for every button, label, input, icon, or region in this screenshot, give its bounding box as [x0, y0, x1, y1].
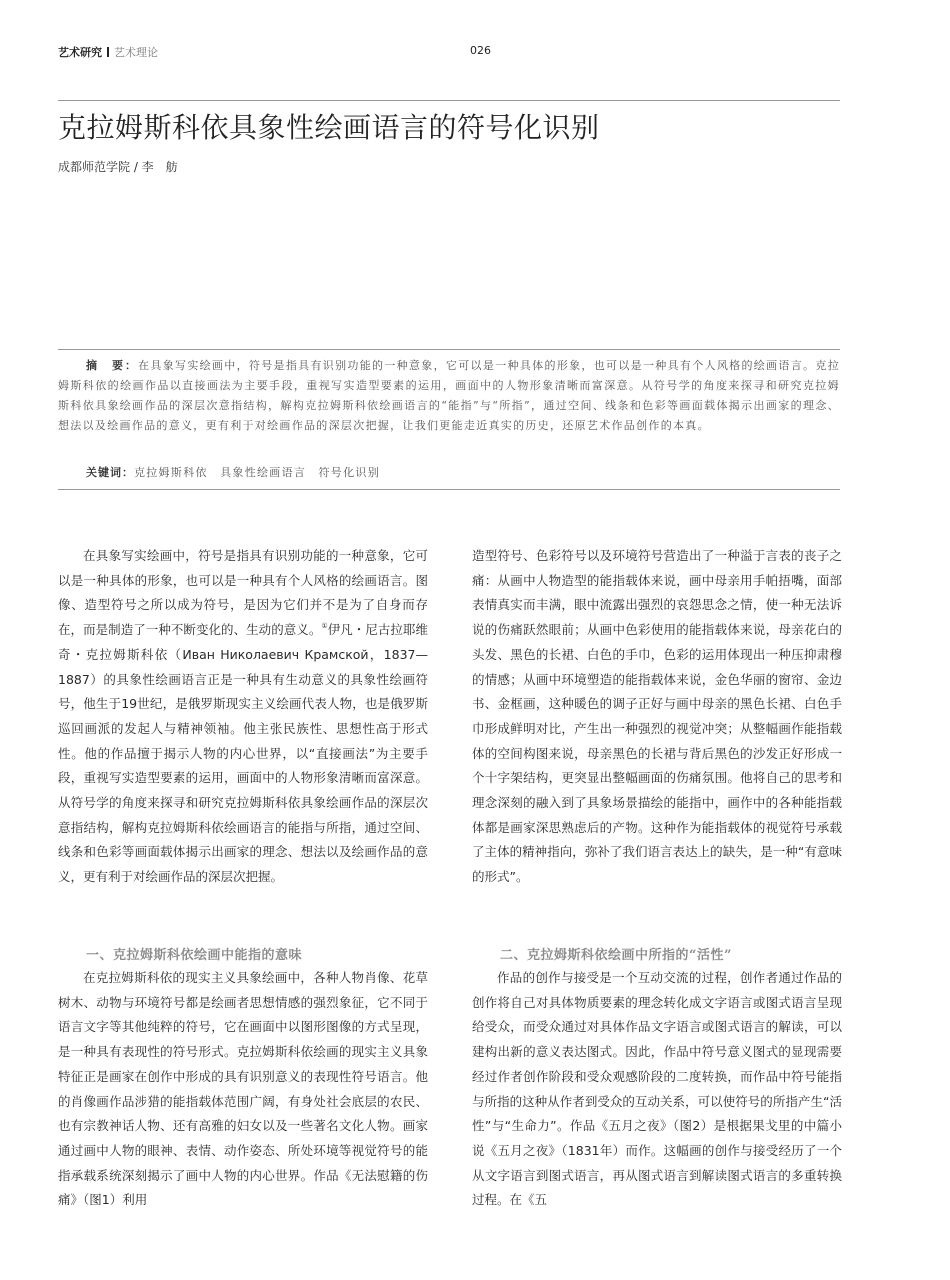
- section-2-paragraph: 作品的创作与接受是一个互动交流的过程，创作者通过作品的创作将自己对具体物质要素的理念转化成文字语言或图式语言呈现给受众，而受众通过对具体作品文字语言或图式语言的解读，可以建构出新的意义表达图式。因此，作品中符号意义图式的显现需要经过作者创作阶段和受众观感阶段的二度转换，而作品中符号能指与所指的这种从作者到受众的互动关系，可以使符号的所指产生“活性”与“生命力”。作品《五月之夜》（图2）是根据果戈里的中篇小说《五月之夜》（1831年）而作。这幅画的创作与接受经历了一个从文字语言到图式语言，再从图式语言到解读图式语言的多重转换过程。在《五: [472, 970, 842, 1208]
- top-divider: [58, 100, 840, 101]
- abstract-top-divider: [58, 349, 840, 350]
- keywords-label: 关键词：: [86, 466, 134, 479]
- intro-text-a: 在具象写实绘画中，符号是指具有识别功能的一种意象，它可以是一种具体的形象，也可以是一种具有个人风格的绘画语言。图像、造型符号之所以成为符号，是因为它们并不是为了自身而存在，而是制造了一种不断变化的、生动的意义。: [58, 548, 428, 638]
- author-line: 成都师范学院 / 李 舫: [58, 160, 178, 174]
- abstract-bottom-divider: [58, 489, 840, 490]
- article-title: 克拉姆斯科依具象性绘画语言的符号化识别: [58, 111, 600, 144]
- abstract-text: 在具象写实绘画中，符号是指具有识别功能的一种意象，它可以是一种具体的形象，也可以是一种具有个人风格的绘画语言。克拉姆斯科依的绘画作品以直接画法为主要手段，重视写实造型要素的运用，画面中的人物形象清晰而富深意。从符号学的角度来探寻和研究克拉姆斯科依具象绘画作品的深层次意指结构，解构克拉姆斯科依绘画语言的“能指”与“所指”，通过空间、线条和色彩等画面载体揭示出画家的理念、想法以及绘画作品的意义，更有利于对绘画作品的深层次把握，让我们更能走近真实的历史，还原艺术作品创作的本真。: [58, 359, 840, 432]
- section-1-heading: 一、克拉姆斯科依绘画中能指的意味: [86, 948, 303, 963]
- intro-paragraph: [58, 544, 428, 890]
- section-2-heading: 二、克拉姆斯科依绘画中所指的“活性”: [500, 948, 732, 963]
- left-column-intro: [58, 544, 428, 890]
- abstract: [58, 356, 840, 436]
- right-column-section-2: [472, 966, 842, 1213]
- right-column-top: [472, 544, 842, 890]
- footnote-marker: ①: [321, 622, 328, 631]
- page-number: 026: [470, 44, 491, 57]
- keywords-text: 克拉姆斯科依 具象性绘画语言 符号化识别: [134, 466, 380, 479]
- left-column-section-1: [58, 966, 428, 1213]
- keywords: [86, 464, 380, 480]
- header-separator: [107, 47, 109, 57]
- right-continuation-paragraph: 造型符号、色彩符号以及环境符号营造出了一种溢于言表的丧子之痛：从画中人物造型的能指载体来说，画中母亲用手帕捂嘴，面部表情真实而丰满，眼中流露出强烈的哀怨思念之情，使一种无法诉说的伤痛跃然眼前；从画中色彩使用的能指载体来说，母亲花白的头发、黑色的长裙、白色的手巾，色彩的运用体现出一种压抑肃穆的情感；从画中环境塑造的能指载体来说，金色华丽的窗帘、金边书、金框画，这种暖色的调子正好与画中母亲的黑色长裙、白色手巾形成鲜明对比，产生出一种强烈的视觉冲突；从整幅画作能指载体的空间构图来说，母亲黑色的长裙与背后黑色的沙发正好形成一个十字架结构，更突显出整幅画面的伤痛氛围。他将自己的思考和理念深刻的融入到了具象场景描绘的能指中，画作中的各种能指载体都是画家深思熟虑后的产物。这种作为能指载体的视觉符号承载了主体的精神指向，弥补了我们语言表达上的缺失，是一种“有意味的形式”。: [472, 548, 842, 885]
- column-name: 艺术理论: [114, 46, 158, 59]
- intro-text-b: 伊凡・尼古拉耶维奇・克拉姆斯科依（Иван Николаевич Крамской，1837—1887）的具象性绘画语言正是一种具有生动意义的具象性绘画符号，他生于19世纪，是俄罗斯现实主义绘画代表人物，也是俄罗斯巡回画派的发起人与精神领袖。他主张民族性、思想性高于形式性。他的作品擅于揭示人物的内心世界，以“直接画法”为主要手段，重视写实造型要素的运用，画面中的人物形象清晰而富深意。从符号学的角度来探寻和研究克拉姆斯科依具象绘画作品的深层次意指结构，解构克拉姆斯科依绘画语言的能指与所指，通过空间、线条和色彩等画面载体揭示出画家的理念、想法以及绘画作品的意义，更有利于对绘画作品的深层次把握。: [58, 622, 428, 885]
- section-1-paragraph: 在克拉姆斯科依的现实主义具象绘画中，各种人物肖像、花草树木、动物与环境符号都是绘画者思想情感的强烈象征，它不同于语言文字等其他纯粹的符号，它在画面中以图形图像的方式呈现，是一种具有表现性的符号形式。克拉姆斯科依绘画的现实主义具象特征正是画家在创作中形成的具有识别意义的表现性符号语言。他的肖像画作品涉猎的能指载体范围广阔，有身处社会底层的农民、也有宗教神话人物、还有高雅的妇女以及一些著名文化人物。画家通过画中人物的眼神、表情、动作姿态、所处环境等视觉符号的能指承载系统深刻揭示了画中人物的内心世界。作品《无法慰籍的伤痛》（图1）利用: [58, 970, 428, 1208]
- abstract-label: 摘 要：: [86, 359, 139, 372]
- journal-name: 艺术研究: [58, 46, 102, 59]
- running-header: [58, 44, 158, 60]
